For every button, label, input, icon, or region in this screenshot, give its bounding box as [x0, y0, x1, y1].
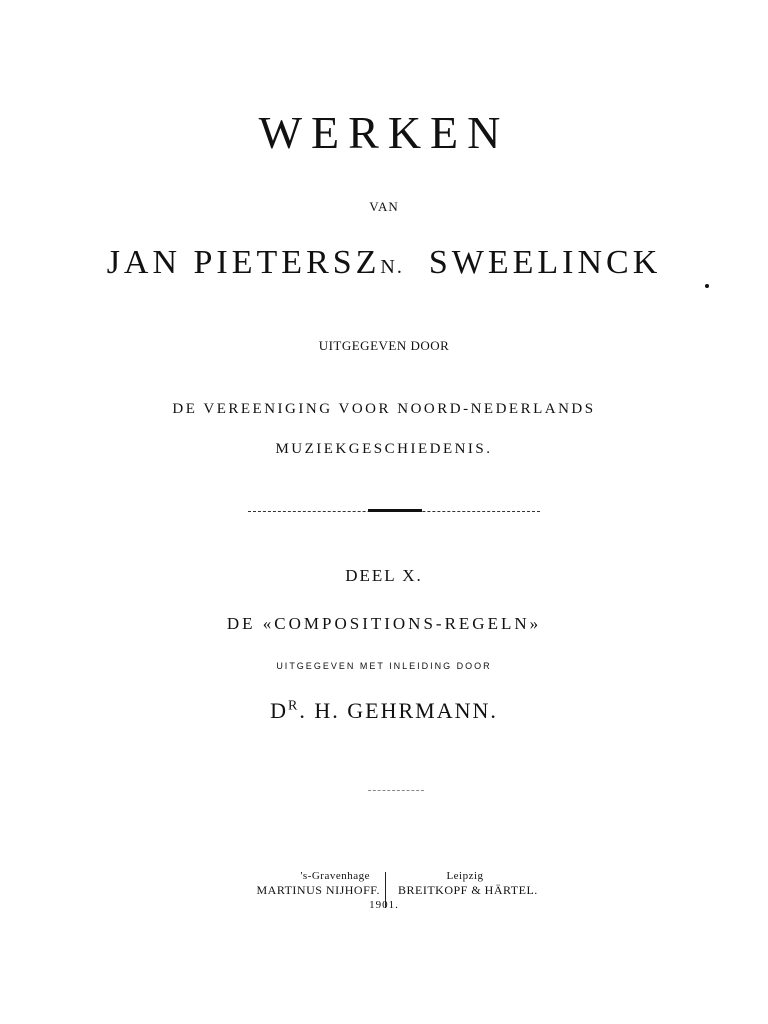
editor-surname: . H. GEHRMANN.: [299, 698, 498, 723]
published-by-label: UITGEGEVEN DOOR: [318, 338, 450, 353]
imprint-right-publisher: BREITKOPF & HÄRTEL.: [398, 883, 538, 897]
ink-dot: [705, 284, 709, 288]
composer-name: [0, 244, 768, 282]
connector-van: VAN: [369, 199, 399, 214]
imprint-left-publisher: MARTINUS NIJHOFF.: [256, 883, 380, 897]
society-line-1: DE VEREENIGING VOOR NOORD-NEDERLANDS: [172, 401, 596, 417]
volume-label: DEEL X.: [345, 566, 423, 585]
composer-name-superscript: N.: [380, 256, 404, 278]
publication-year: 1901.: [369, 899, 399, 911]
imprint-right-city: Leipzig: [446, 870, 484, 882]
page-title: WERKEN: [258, 107, 510, 158]
introduction-line: UITGEGEVEN MET INLEIDING DOOR: [276, 661, 492, 671]
composer-first-name: JAN PIETERSZ: [106, 244, 381, 281]
small-divider-rule: [368, 790, 424, 791]
editor-prefix: D: [270, 698, 289, 723]
ornamental-rule-thick: [368, 509, 422, 512]
imprint-left-city: 's-Gravenhage: [300, 870, 370, 882]
volume-subtitle: DE «COMPOSITIONS-REGELN»: [226, 614, 542, 633]
society-line-2: MUZIEKGESCHIEDENIS.: [275, 441, 493, 457]
editor-name: [0, 698, 768, 724]
composer-surname: SWEELINCK: [428, 244, 662, 281]
editor-prefix-superscript: R: [288, 698, 300, 714]
